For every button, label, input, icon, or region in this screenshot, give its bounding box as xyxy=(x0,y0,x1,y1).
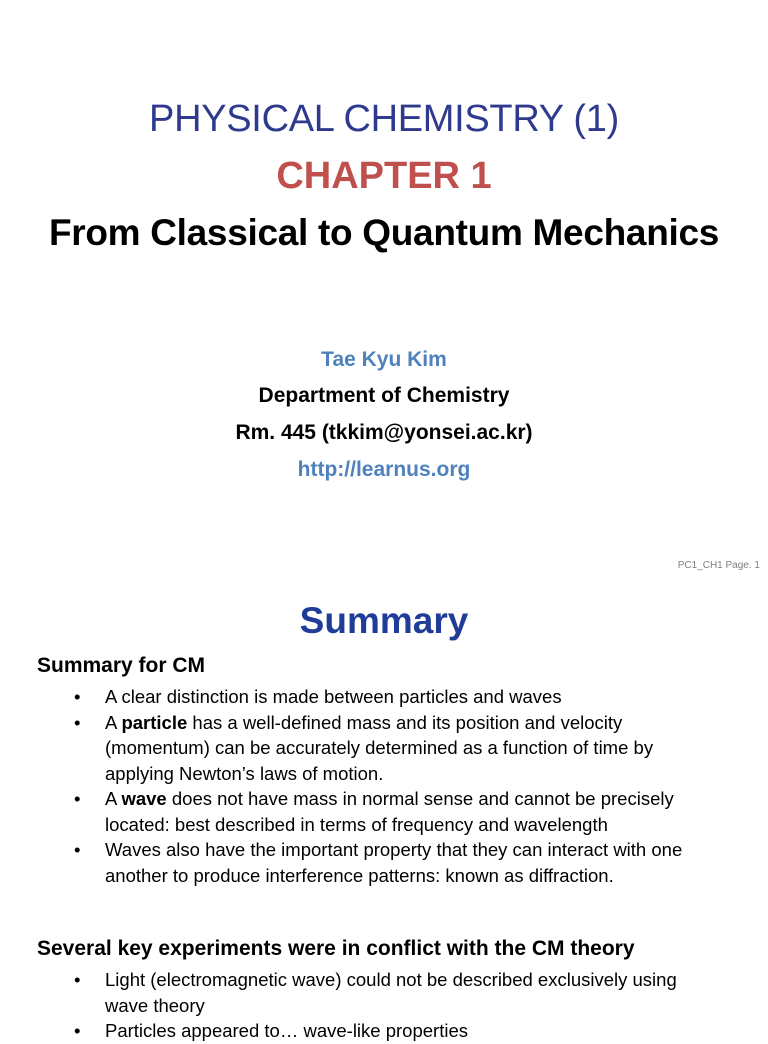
list-item: • Waves also have the important property that they can interact with one another to produce interference patterns: known as diffraction. xyxy=(74,839,683,886)
bullet-icon: • xyxy=(74,839,81,860)
bullet-icon: • xyxy=(74,711,81,733)
bullet-list-cm xyxy=(0,684,715,888)
summary-slide xyxy=(0,586,768,1041)
bullet-icon: • xyxy=(74,788,81,809)
list-item: • A wave does not have mass in normal sense and cannot be precisely located: best described in terms of frequency and wavelength xyxy=(74,788,674,835)
list-item: • Particles appeared to… wave-like properties xyxy=(0,1018,715,1044)
bullet-icon: • xyxy=(74,686,81,707)
room-and-email: Rm. 445 (tkkim@yonsei.ac.kr) xyxy=(235,421,533,444)
bullet-icon: • xyxy=(74,969,81,990)
author-name: Tae Kyu Kim xyxy=(321,348,447,371)
list-item: • Light (electromagnetic wave) could not be described exclusively using wave theory xyxy=(74,969,677,1016)
list-item: • A particle has a well-defined mass and its position and velocity (momentum) can be accurately determined as a function of time by applying Newton’s laws of motion. xyxy=(74,711,654,784)
department: Department of Chemistry xyxy=(258,384,510,407)
slide-title: Summary xyxy=(299,600,469,641)
bullet-list-experiments xyxy=(0,967,715,1044)
url-row xyxy=(0,458,768,482)
chapter-subtitle: From Classical to Quantum Mechanics xyxy=(48,212,720,253)
course-title: PHYSICAL CHEMISTRY (1) xyxy=(149,98,619,140)
section-heading-cm: Summary for CM xyxy=(37,654,206,677)
page-label: PC1_CH1 Page. 1 xyxy=(677,560,760,571)
bullet-icon: • xyxy=(74,1020,81,1041)
course-url-link[interactable]: http://learnus.org xyxy=(297,458,471,481)
list-item: • A clear distinction is made between particles and waves xyxy=(0,684,715,710)
chapter-heading: CHAPTER 1 xyxy=(276,155,492,197)
section-heading-experiments: Several key experiments were in conflict with the CM theory xyxy=(37,937,635,960)
